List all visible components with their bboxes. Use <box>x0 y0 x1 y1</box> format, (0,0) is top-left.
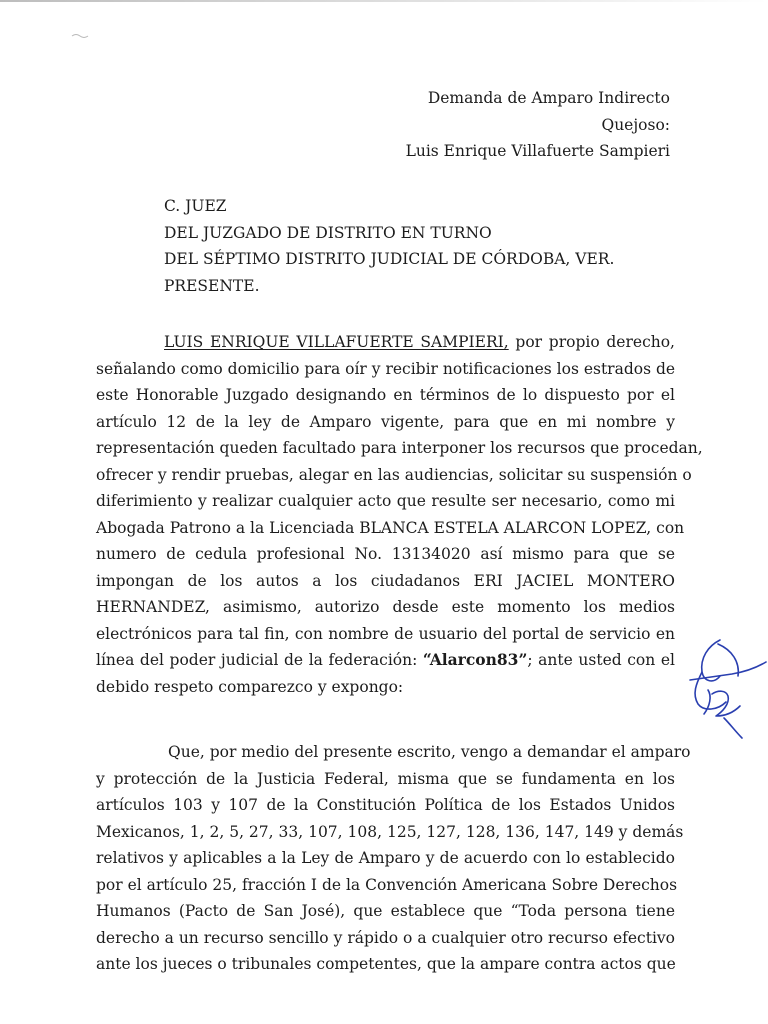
paragraph-text: línea del poder judicial de la federación: <box>96 651 423 669</box>
document-type: Demanda de Amparo Indirecto <box>427 89 670 107</box>
addressee-line-1: C. JUEZ <box>164 197 227 215</box>
paragraph-line: y protección de la Justicia Federal, misma que se fundamenta en los <box>96 769 675 788</box>
plaintiff-label: Quejoso: <box>601 115 670 134</box>
paragraph-line: Humanos (Pacto de San José), que establece que “Toda persona tiene <box>96 902 675 920</box>
paragraph-line: impongan de los autos a los ciudadanos ERI JACIEL MONTERO <box>96 571 675 590</box>
paragraph-line: señalando como domicilio para oír y recibir notificaciones los estrados de <box>96 359 676 378</box>
paragraph-line: este Honorable Juzgado designando en términos de lo dispuesto por el <box>96 386 675 404</box>
paragraph-line: ante los jueces o tribunales competentes, que la ampare contra actos que <box>96 955 676 973</box>
paragraph-line: HERNANDEZ, asimismo, autorizo desde este momento los medios <box>96 598 675 616</box>
paragraph-text: ; ante usted con el <box>527 651 675 669</box>
paragraph-line: relativos y aplicables a la Ley de Amparo y de acuerdo con lo establecido <box>96 849 675 867</box>
addressee-line-4: PRESENTE. <box>164 276 260 295</box>
scan-mark-icon <box>70 30 94 42</box>
paragraph-line: artículos 103 y 107 de la Constitución Política de los Estados Unidos <box>96 796 675 814</box>
paragraph-text: por propio derecho, <box>508 333 675 351</box>
scan-edge <box>0 0 768 2</box>
paragraph-line: derecho a un recurso sencillo y rápido o a cualquier otro recurso efectivo <box>96 928 675 947</box>
paragraph-line: electrónicos para tal fin, con nombre de usuario del portal de servicio en <box>96 624 675 643</box>
plaintiff-name: Luis Enrique Villafuerte Sampieri <box>405 142 670 160</box>
paragraph-line: debido respeto comparezco y expongo: <box>96 677 404 696</box>
paragraph-line: Abogada Patrono a la Licenciada BLANCA ESTELA ALARCON LOPEZ, con <box>96 518 685 537</box>
paragraph-line: numero de cedula profesional No. 13134020 así mismo para que se <box>96 545 675 563</box>
portal-username: “Alarcon83” <box>422 650 528 669</box>
addressee-block <box>164 193 614 299</box>
paragraph-line <box>96 647 675 674</box>
paragraph-line: diferimiento y realizar cualquier acto que resulte ser necesario, como mi <box>96 492 675 510</box>
paragraph-line: artículo 12 de la ley de Amparo vigente, para que en mi nombre y <box>96 412 675 431</box>
paragraph-line: representación queden facultado para interponer los recursos que procedan, <box>96 439 703 457</box>
document-header <box>406 85 670 165</box>
addressee-line-3: DEL SÉPTIMO DISTRITO JUDICIAL DE CÓRDOBA, VER. <box>164 250 615 268</box>
paragraph-line: Mexicanos, 1, 2, 5, 27, 33, 107, 108, 125, 127, 128, 136, 147, 149 y demás <box>96 822 684 841</box>
handwritten-signature-icon <box>660 632 768 742</box>
paragraph-introduction <box>96 329 703 700</box>
plaintiff-name-underlined: LUIS ENRIQUE VILLAFUERTE SAMPIERI, <box>164 333 509 351</box>
paragraph-line: por el artículo 25, fracción I de la Convención Americana Sobre Derechos <box>96 875 678 894</box>
paragraph-petition <box>96 739 691 978</box>
paragraph-line <box>96 329 675 356</box>
paragraph-line: Que, por medio del presente escrito, vengo a demandar el amparo <box>168 743 691 761</box>
paragraph-line: ofrecer y rendir pruebas, alegar en las audiencias, solicitar su suspensión o <box>96 465 692 484</box>
addressee-line-2: DEL JUZGADO DE DISTRITO EN TURNO <box>164 223 492 242</box>
